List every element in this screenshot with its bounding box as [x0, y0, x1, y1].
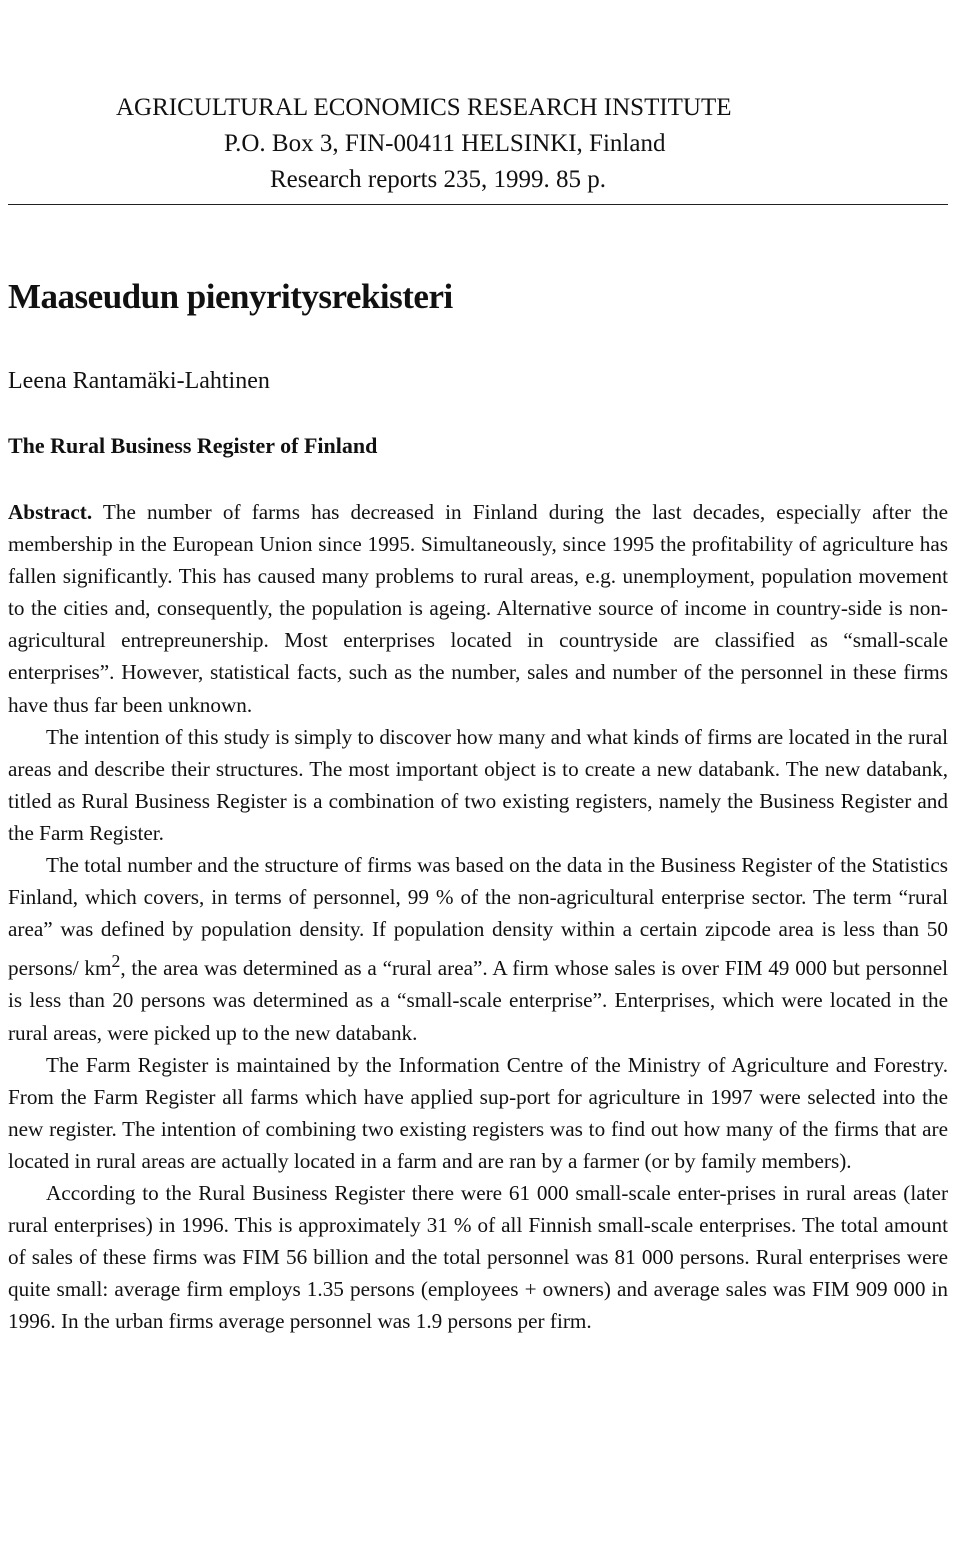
abstract-paragraph-2: The intention of this study is simply to discover how many and what kinds of firms are located in the rural areas and describe their structures. The most important object is to create a new databank. The new databank, titled as Rural Business Register is a combination of two existing registers, namely the Business Register and the Farm Register.	[8, 724, 948, 845]
abstract-paragraph-3	[8, 849, 948, 1049]
report-header	[100, 90, 860, 198]
paragraph-3-text-a: The total number and the structure of firms was based on the data in the Business Register of the Statistics Finland, which covers, in terms of personnel, 99 % of the non-agricultural enterprise sector. The term “rural area” was defined by population density. If population density within a certain zipcode area is less than 50 persons/ km	[8, 853, 948, 981]
paragraph-1-text: The number of farms has decreased in Finland during the last decades, especially after the membership in the European Union since 1995. Simultaneously, since 1995 the profitability of agriculture has fallen significantly. This has caused many problems to rural areas, e.g. unemployment, population movement to the cities and, consequently, the population is ageing. Alternative source of income in country-side is non-agricultural entrepreunership. Most enterprises located in countryside are classified as “small-scale enterprises”. However, statistical facts, such as the number, sales and number of the personnel in these firms have thus far been unknown.	[8, 500, 948, 717]
abstract-label: Abstract.	[8, 500, 93, 524]
author-name: Leena Rantamäki-Lahtinen	[8, 368, 270, 394]
abstract-body	[8, 496, 948, 1338]
english-title: The Rural Business Register of Finland	[8, 433, 378, 458]
superscript-two: 2	[111, 951, 121, 972]
institute-name: AGRICULTURAL ECONOMICS RESEARCH INSTITUTE	[116, 94, 732, 121]
abstract-paragraph-1	[8, 496, 948, 721]
paragraph-3-text-b: , the area was determined as a “rural area”. A firm whose sales is over FIM 49 000 but personnel is less than 20 persons was determined as a “small-scale enterprise”. Enterprises, which were located in the rural areas, were picked up to the new databank.	[8, 956, 948, 1045]
institute-address: P.O. Box 3, FIN-00411 HELSINKI, Finland	[224, 130, 666, 157]
report-reference: Research reports 235, 1999. 85 p.	[270, 166, 607, 193]
document-title: Maaseudun pienyritysrekisteri	[8, 277, 453, 316]
header-rule	[8, 204, 948, 205]
abstract-paragraph-5: According to the Rural Business Register there were 61 000 small-scale enter-prises in rural areas (later rural enterprises) in 1996. This is approximately 31 % of all Finnish small-scale enterprises. The total amount of sales of these firms was FIM 56 billion and the total personnel was 81 000 persons. Rural enterprises were quite small: average firm employs 1.35 persons (employees + owners) and average sales was FIM 909 000 in 1996. In the urban firms average personnel was 1.9 persons per firm.	[8, 1181, 948, 1334]
abstract-paragraph-4: The Farm Register is maintained by the Information Centre of the Ministry of Agriculture and Forestry. From the Farm Register all farms which have applied sup-port for agriculture in 1997 were selected into the new register. The intention of combining two existing registers was to find out how many of the firms that are located in rural areas are actually located in a farm and are ran by a farmer (or by family members).	[8, 1052, 948, 1173]
